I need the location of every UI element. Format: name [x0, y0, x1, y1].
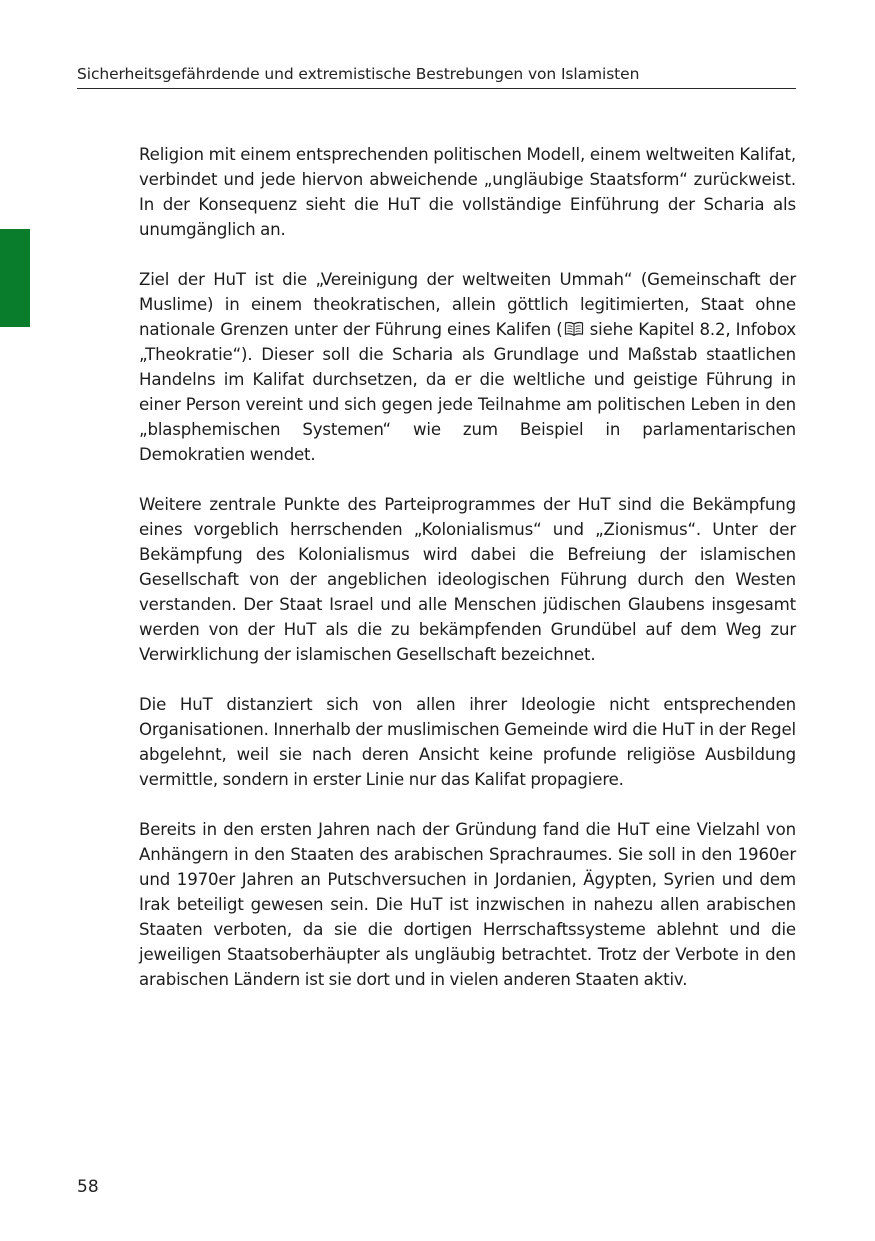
- paragraph-5: Bereits in den ersten Jahren nach der Gründung fand die HuT eine Vielzahl von Anhängern in den Staaten des arabischen Sprachraumes. Sie soll in den 1960er und 1970er Jahren an Putschversuchen in Jordanien, Ägypten, Syrien und dem Irak beteiligt gewesen sein. Die HuT ist inzwischen in nahezu allen arabischen Staaten verboten, da sie die dortigen Herrschaftssysteme ablehnt und die jeweiligen Staatsoberhäupter als ungläubig betrachtet. Trotz der Verbote in den arabischen Ländern ist sie dort und in vielen anderen Staaten aktiv.: [139, 820, 796, 989]
- header-rule: [77, 88, 796, 89]
- paragraph-2: [139, 267, 796, 467]
- body-text: [139, 142, 796, 1017]
- paragraph-3: Weitere zentrale Punkte des Parteiprogrammes der HuT sind die Bekämpfung eines vorgeblich herrschenden „Kolonialismus“ und „Zionismus“. Unter der Bekämpfung des Kolonialismus wird dabei die Befreiung der islamischen Gesellschaft von der angeblichen ideologischen Führung durch den Westen verstanden. Der Staat Israel und alle Menschen jüdischen Glaubens insgesamt werden von der HuT als die zu bekämpfenden Grundübel auf dem Weg zur Verwirklichung der islamischen Gesellschaft bezeichnet.: [139, 495, 796, 664]
- paragraph-2-text-end: siehe Kapitel 8.2, Infobox „Theokratie“). Dieser soll die Scharia als Grundlage und Maßstab staatlichen Handelns im Kalifat durchsetzen, da er die weltliche und geistige Führung in einer Person vereint und sich gegen jede Teilnahme am politischen Leben in den „blasphemischen Systemen“ wie zum Beispiel in parlamentarischen Demokratien wendet.: [139, 320, 797, 464]
- running-header: Sicherheitsgefährdende und extremistische Bestrebungen von Islamisten: [77, 65, 640, 83]
- paragraph-2-text-start: Ziel der HuT ist die „Vereinigung der weltweiten Ummah“ (Gemeinschaft der Muslime) in einem theokratischen, allein göttlich legitimierten, Staat ohne nationale Grenzen unter der Führung eines Kalifen (: [139, 270, 796, 339]
- book-icon: [564, 321, 584, 337]
- paragraph-4: Die HuT distanziert sich von allen ihrer Ideologie nicht entsprechenden Organisationen. Innerhalb der muslimischen Gemeinde wird die HuT in der Regel abgelehnt, weil sie nach deren Ansicht keine profunde religiöse Ausbildung vermittle, sondern in erster Linie nur das Kalifat propagiere.: [139, 695, 796, 789]
- chapter-tab-marker: [0, 229, 30, 327]
- paragraph-1: Religion mit einem entsprechenden politischen Modell, einem weltweiten Kalifat, verbindet und jede hiervon abweichende „ungläubige Staatsform“ zurückweist. In der Konsequenz sieht die HuT die vollständige Einführung der Scharia als unumgänglich an.: [139, 145, 796, 239]
- page-number: 58: [77, 1177, 99, 1197]
